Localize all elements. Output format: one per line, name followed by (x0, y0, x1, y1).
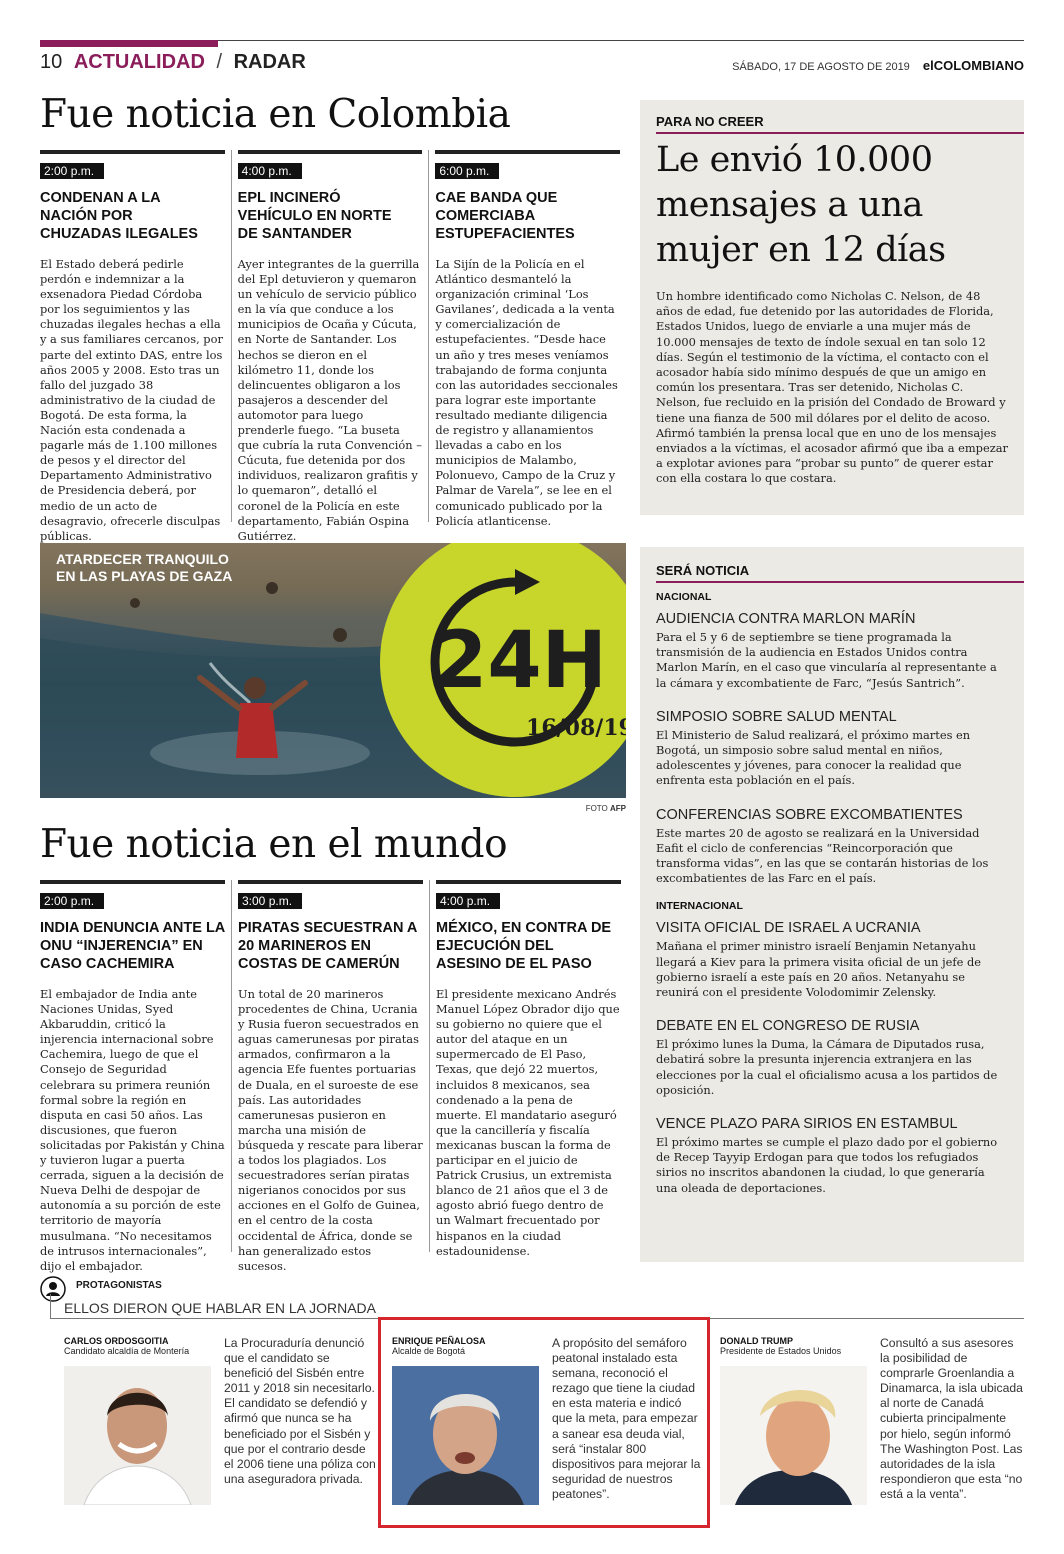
person-name: CARLOS ORDOSGOITIA (64, 1336, 169, 1346)
sera-noticia-box (640, 547, 1024, 1262)
person-role: Alcalde de Bogotá (392, 1346, 466, 1356)
person-text: A propósito del semáforo peatonal instalado esta semana, reconoció el rezago que tiene la ciudad en esta materia e indicó que la meta, para empezar a sanear esa deuda vial, será “instalar 800 dispositivos para mejorar la seguridad de nuestros peatones”. (552, 1336, 701, 1501)
page-number: 10 (40, 51, 63, 73)
person-text: Consultó a sus asesores la posibilidad de comprarle Groenlandia a Dinamarca, la isla ubicada al norte de Canadá cubierta principalmente por hielo, según informó The Washington Post. Las autoridades de la isla respondieron que esta “no está a la venta”. (880, 1336, 1023, 1501)
agenda-item-body: El próximo lunes la Duma, la Cámara de Diputados rusa, debatirá sobre la presunta injerencia extranjera en las elecciones por la cual el oficialismo acusa a los partidos de oposición. (656, 1037, 998, 1097)
news-body: El Estado deberá pedirle perdón e indemnizar a la exsenadora Piedad Córdoba por los seguimientos y las chuzadas ilegales hechas a ella y a sus familiares cercanos, por parte del extinto DAS, entre los años 2005 y 2008. Esto tras un fallo del juzgado 38 administrativo de la ciudad de Bogotá. De esta forma, la Nación esta condenada a pagarle más de 1.100 millones de pesos y el director del Departamento Administrativo de Presidencia deberá, por medio de un acto de desagravio, ofrecerle disculpas públicas. (40, 257, 223, 543)
column-rule (435, 150, 620, 154)
news-headline: CAE BANDA QUE COMERCIABA ESTUPEFACIENTES (435, 190, 575, 242)
gaza-beach-photo (40, 543, 634, 798)
column-rule (40, 880, 225, 884)
person-portrait (720, 1366, 867, 1505)
news-column (40, 880, 231, 1273)
time-badge: 4:00 p.m. (436, 893, 500, 909)
header-separator: / (216, 51, 223, 73)
category-label: INTERNACIONAL (656, 900, 743, 913)
person-role: Candidato alcaldía de Montería (64, 1346, 190, 1356)
news-headline: EPL INCINERÓ VEHÍCULO EN NORTE DE SANTANDER (237, 190, 392, 242)
kicker-rule (656, 132, 1024, 134)
time-badge: 3:00 p.m. (238, 893, 302, 909)
agenda-item-title: CONFERENCIAS SOBRE EXCOMBATIENTES (656, 806, 963, 823)
person-name: ENRIQUE PEÑALOSA (392, 1336, 486, 1346)
news-body: El presidente mexicano Andrés Manuel López Obrador dijo que su gobierno no quiere que el autor del ataque en un supermercado de El Paso, Texas, que dejó 22 muertos, incluidos 8 mexicanos, sea condenado a la pena de muerte. El mandatario aseguró que la cancillería y fiscalía mexicanas buscan la forma de participar en el juicio de Patrick Crusius, un extremista blanco de 21 años que el 3 de agosto abrió fuego dentro de un Walmart frecuentado por hispanos en la ciudad estadounidense. (436, 987, 620, 1258)
news-column (428, 150, 626, 528)
agenda-item-title: AUDIENCIA CONTRA MARLON MARÍN (656, 611, 916, 627)
news-body: Un total de 20 marineros procedentes de China, Ucrania y Rusia fueron secuestrados en aguas camerunesas por piratas armados, confirmaron a la agencia Efe fuentes portuarias de Duala, en el suroeste de ese país. Las autoridades camerunesas pusieron en marcha una misión de búsqueda y rescate para liberar a todos los plagiados. Los secuestradores serían piratas nigerianos conocidos por sus acciones en el Golfo de Guinea, en el centro de la costa occidental de África, donde se han generalizado estos sucesos. (238, 987, 423, 1273)
photo-caption (56, 551, 232, 585)
protagonistas-vrule (50, 1294, 51, 1318)
time-badge: 4:00 p.m. (238, 163, 302, 179)
column-rule (40, 150, 225, 154)
agenda-item-body: El Ministerio de Salud realizará, el próximo martes en Bogotá, un simposio sobre salud mental en niños, adolescentes y jóvenes, para conocer la realidad que enfrenta esta población en el país. (656, 727, 971, 788)
time-badge: 2:00 p.m. (40, 163, 104, 179)
news-body: El embajador de India ante Naciones Unidas, Syed Akbaruddin, criticó la injerencia internacional sobre Cachemira, luego de que el Consejo de Seguridad celebrara su primera reunión formal sobre la región en disputa en casi 50 años. Las discusiones, que fueron solicitadas por Pakistán y China y tuvieron lugar a puerta cerrada, siguen a la decisión de Nueva Delhi de despojar de autonomía a su porción de este territorio de mayoría musulmana. “No necesitamos de intrusos internacionales”, dijo el embajador. (40, 987, 225, 1273)
section-color-bar (40, 40, 218, 47)
agenda-item-body: El próximo martes se cumple el plazo dado por el gobierno de Recep Tayyip Erdogan para que todos los refugiados sirios no inscritos abandonen la ciudad, lo que generaría una oleada de deportaciones. (656, 1135, 998, 1195)
photo-caption-line: ATARDECER TRANQUILO (56, 551, 229, 567)
news-headline: CONDENAN A LA NACIÓN POR CHUZADAS ILEGALES (40, 190, 198, 242)
page-dateline (732, 58, 1024, 73)
page-header (40, 51, 306, 74)
swimmer-far (130, 598, 140, 608)
agenda-item-body: Este martes 20 de agosto se realizará en la Universidad Eafit el ciclo de conferencias “Reincorporación que transforma vidas”, en las que se contarán historias de los excombatientes de las Farc en el país. (656, 825, 989, 886)
colombia-section-title: Fue noticia en Colombia (40, 92, 511, 137)
issue-date: SÁBADO, 17 DE AGOSTO DE 2019 (732, 61, 910, 73)
swimmer-far (266, 582, 278, 594)
para-no-creer-body: Un hombre identificado como Nicholas C. Nelson, de 48 años de edad, fue detenido por las autoridades de Florida, Estados Unidos, luego de enviarle a una mujer más de 10.000 mensajes de texto de índole sexual en tan solo 12 días. Según el testimonio de la víctima, el contacto con el acosador había sido mínimo después de que un amigo en común los presentara. Tras ser detenido, Nicholas C. Nelson, fue recluido en la prisión del Condado de Broward y tiene una fianza de 500 mil dólares por el delito de acoso. Afirmó también la prensa local que en uno de los mensajes enviados a la víctimas, el acosador afirmó que iba a empezar a explotar aviones para “probar su punto” de querer estar con ella costara lo que costara. (656, 289, 1008, 486)
photo-caption-line: EN LAS PLAYAS DE GAZA (56, 568, 233, 584)
column-rule (436, 880, 621, 884)
category-label: NACIONAL (656, 591, 712, 603)
mundo-section-title: Fue noticia en el mundo (40, 822, 508, 867)
person-portrait (64, 1366, 211, 1505)
person-card-ordosgoitia (64, 1336, 224, 1356)
badge-date: 16/08/19 (526, 715, 634, 741)
person-text: La Procuraduría denunció que el candidato se benefició del Sisbén entre 2011 y 2018 sin necesitarlo. El candidato se defendió y afirmó que nunca se ha beneficiado por el Sisbén y que por el contrario desde el 2006 tiene una póliza con una aseguradora privada. (224, 1336, 376, 1486)
kicker-rule (656, 581, 1024, 583)
photo-credit (586, 804, 626, 813)
news-body: La Sijín de la Policía en el Atlántico desmanteló la organización criminal ‘Los Gavilanes’, dedicada a la venta y comercialización de estupefacientes. “Desde hace un año y tres meses veníamos trabajando de forma conjunta con las autoridades seccionales para lograr este importante resultado mediante diligencia de registro y allanamientos llevadas a cabo en los municipios de Malambo, Polonuevo, Campo de la Cruz y Palmar de Varela”, se lee en el comunicado publicado por la Policía atlanticense. (435, 257, 618, 528)
badge-24h-text: 24H (433, 616, 607, 706)
para-no-creer-box (640, 100, 1024, 515)
news-body: Ayer integrantes de la guerrilla del Epl detuvieron y quemaron un vehículo de servicio público en la vía que conduce a los municipios de Ocaña y Cúcuta, en Norte de Santander. Los hechos se dieron en el kilómetro 11, donde los delincuentes obligaron a los pasajeros a descender del automotor para luego prenderle fuego. “La buseta que cubría la ruta Convención – Cúcuta, fue detenida por dos individuos, realizaron grafitis y lo quemaron”, detalló el coronel de la Policía en este departamento, Fabián Ospina Gutiérrez. (237, 257, 422, 543)
news-column (231, 880, 429, 1273)
photo-credit-label: FOTO (585, 804, 608, 813)
subsection-name: RADAR (233, 51, 306, 73)
news-column (40, 150, 231, 543)
news-headline: INDIA DENUNCIA ANTE LA ONU “INJERENCIA” EN CASO CACHEMIRA (40, 920, 225, 972)
agenda-item-title: SIMPOSIO SOBRE SALUD MENTAL (656, 708, 897, 725)
girl-red-shirt (236, 703, 278, 758)
news-headline: PIRATAS SECUESTRAN A 20 MARINEROS EN COSTAS DE CAMERÚN (238, 920, 417, 972)
agenda-item-title: VISITA OFICIAL DE ISRAEL A UCRANIA (656, 920, 921, 937)
protagonistas-label: PROTAGONISTAS (76, 1280, 162, 1291)
newspaper-logo: elCOLOMBIANO (922, 58, 1024, 73)
24h-badge (380, 543, 634, 797)
news-column (429, 880, 627, 1258)
time-badge: 6:00 p.m. (435, 163, 499, 179)
para-no-creer-title: Le envió 10.000 mensajes a una mujer en 12 días (656, 140, 946, 270)
sera-noticia-kicker: SERÁ NOTICIA (656, 563, 750, 578)
photo-credit-source: AFP (610, 804, 626, 813)
colombia-news-columns (40, 150, 626, 543)
agenda-item-title: DEBATE EN EL CONGRESO DE RUSIA (656, 1018, 920, 1035)
section-name: ACTUALIDAD (73, 51, 205, 73)
protagonistas-subtitle: ELLOS DIERON QUE HABLAR EN LA JORNADA (64, 1300, 376, 1316)
time-badge: 2:00 p.m. (40, 893, 104, 909)
person-name: DONALD TRUMP (720, 1336, 793, 1346)
person-role: Presidente de Estados Unidos (720, 1346, 842, 1356)
person-card-trump (720, 1336, 880, 1356)
column-rule (238, 880, 423, 884)
person-icon (40, 1276, 66, 1302)
agenda-item-body: Para el 5 y 6 de septiembre se tiene programada la transmisión de la audiencia en Estados Unidos contra Marlon Marín, en el caso que vincularía al representante a la cámara y excombatiente de Farc, “Jesús Santrich”. (656, 630, 997, 690)
agenda-item-body: Mañana el primer ministro israelí Benjamin Netanyahu llegará a Kiev para la primera visita oficial de un jefe de gobierno israelí a este país en 20 años. Netanyahu se reunirá con el presidente Volodomimir Zelensky. (656, 939, 982, 1000)
agenda-item-title: VENCE PLAZO PARA SIRIOS EN ESTAMBUL (656, 1116, 958, 1133)
girl-head (244, 677, 266, 699)
news-column (231, 150, 429, 543)
swimmer-far (333, 628, 347, 642)
mundo-news-columns (40, 880, 626, 1273)
news-headline: MÉXICO, EN CONTRA DE EJECUCIÓN DEL ASESINO DE EL PASO (436, 920, 612, 972)
column-rule (238, 150, 423, 154)
para-no-creer-kicker: PARA NO CREER (656, 114, 764, 129)
highlight-frame (378, 1317, 710, 1528)
